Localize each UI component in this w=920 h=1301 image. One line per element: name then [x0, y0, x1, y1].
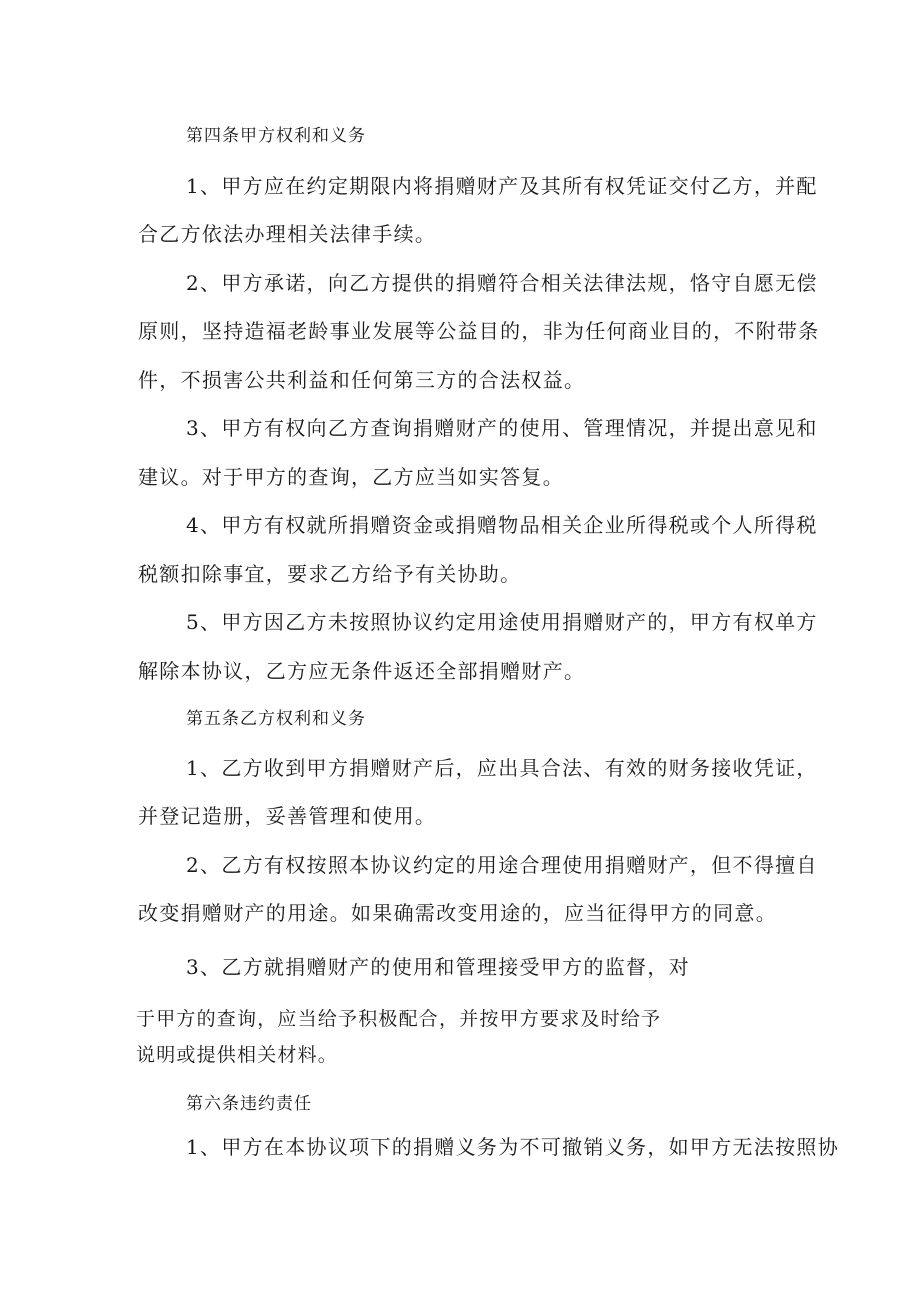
article-4-clause-1-line-1: 1、甲方应在约定期限内将捐赠财产及其所有权凭证交付乙方，并配	[186, 174, 818, 198]
article-4-clause-5-line-2: 解除本协议，乙方应无条件返还全部捐赠财产。	[138, 659, 586, 683]
article-4-clause-1-line-2: 合乙方依法办理相关法律手续。	[138, 222, 437, 246]
article-5-clause-1-line-2: 并登记造册，妥善管理和使用。	[138, 804, 437, 828]
article-6-clause-1-line-1: 1、甲方在本协议项下的捐赠义务为不可撤销义务，如甲方无法按照协	[186, 1135, 840, 1159]
article-4-clause-5-line-1: 5、甲方因乙方未按照协议约定用途使用捐赠财产的，甲方有权单方	[186, 610, 818, 634]
article-5-clause-2-line-2: 改变捐赠财产的用途。如果确需改变用途的，应当征得甲方的同意。	[138, 901, 777, 925]
article-4-clause-4-line-2: 税额扣除事宜，要求乙方给予有关协助。	[138, 562, 522, 586]
article-5-clause-3-line-2: 于甲方的查询，应当给予积极配合，并按甲方要求及时给予	[136, 1008, 662, 1030]
article-4-clause-2-line-1: 2、甲方承诺，向乙方提供的捐赠符合相关法律法规，恪守自愿无偿	[186, 271, 818, 295]
article-5-clause-1-line-1: 1、乙方收到甲方捐赠财产后，应出具合法、有效的财务接收凭证，	[186, 756, 818, 780]
article-5-clause-2-line-1: 2、乙方有权按照本协议约定的用途合理使用捐赠财产，但不得擅自	[186, 853, 818, 877]
article-4-clause-3-line-1: 3、甲方有权向乙方查询捐赠财产的使用、管理情况，并提出意见和	[186, 416, 818, 440]
article-5-clause-3-line-3: 说明或提供相关材料。	[136, 1044, 339, 1066]
article-4-heading: 第四条甲方权利和义务	[186, 126, 366, 146]
article-5-clause-3-line-1: 3、乙方就捐赠财产的使用和管理接受甲方的监督，对	[186, 955, 690, 979]
article-6-heading: 第六条违约责任	[186, 1094, 312, 1114]
article-4-clause-2-line-3: 件，不损害公共利益和任何第三方的合法权益。	[138, 368, 586, 392]
article-5-heading: 第五条乙方权利和义务	[186, 709, 366, 729]
article-4-clause-4-line-1: 4、甲方有权就所捐赠资金或捐赠物品相关企业所得税或个人所得税	[186, 513, 818, 537]
article-4-clause-2-line-2: 原则，坚持造福老龄事业发展等公益目的，非为任何商业目的，不附带条	[138, 319, 820, 343]
article-4-clause-3-line-2: 建议。对于甲方的查询，乙方应当如实答复。	[138, 465, 564, 489]
